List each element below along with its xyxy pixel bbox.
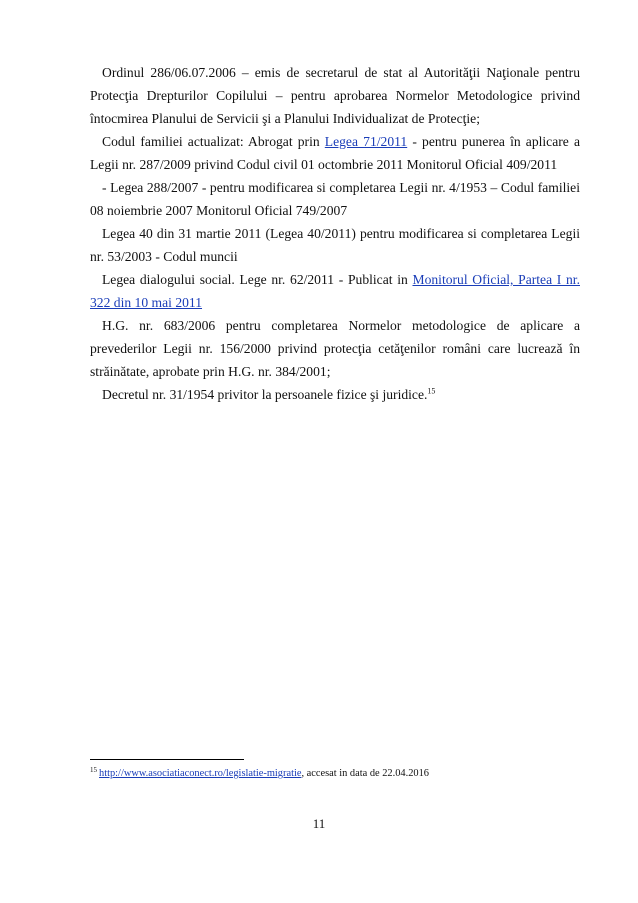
footnote-text: , accesat in data de 22.04.2016 — [301, 768, 429, 779]
paragraph-text: Codul familiei actualizat: Abrogat prin — [102, 134, 325, 149]
reference-link[interactable]: Legea 71/2011 — [324, 134, 408, 149]
paragraph — [90, 176, 580, 222]
footnote-separator — [90, 759, 244, 760]
paragraph-text: Decretul nr. 31/1954 privitor la persoanele fizice şi juridice. — [102, 387, 428, 402]
reference-link[interactable]: Monitorul Oficial, Partea I nr. 322 din 10 mai 2011 — [90, 272, 580, 310]
footnote-number: 15 — [90, 765, 97, 774]
body-text — [90, 61, 580, 406]
footnote-reference[interactable]: 15 — [427, 386, 436, 396]
paragraph — [90, 130, 580, 176]
paragraph-text: Legea 40 din 31 martie 2011 (Legea 40/2011) pentru modificarea si completarea Legii nr. 53/2003 - Codul muncii — [90, 226, 580, 264]
paragraph — [90, 222, 580, 268]
paragraph — [90, 61, 580, 130]
paragraph-text: Ordinul 286/06.07.2006 – emis de secretarul de stat al Autorităţii Naţionale pentru Protecţia Drepturilor Copilului – pentru aprobarea Normelor Metodologice privind întocmirea Planului de Servicii şi a Planului Individualizat de Protecţie; — [90, 65, 580, 126]
page-number: 11 — [312, 816, 326, 831]
paragraph — [90, 268, 580, 314]
paragraph-text: Legea dialogului social. Lege nr. 62/2011 - Publicat in — [102, 272, 413, 287]
paragraph-text: - pentru punerea în aplicare a Legii nr. 287/2009 privind Codul civil 01 octombrie 2011 Monitorul Oficial 409/2011 — [90, 134, 580, 172]
footnote — [90, 767, 590, 781]
paragraph — [90, 314, 580, 383]
paragraph — [90, 383, 580, 406]
paragraph-text: H.G. nr. 683/2006 pentru completarea Normelor metodologice de aplicare a prevederilor Legii nr. 156/2000 privind protecţia cetăţenilor români care lucrează în străinătate, aprobate prin H.G. nr. 384/2001; — [90, 318, 580, 379]
footnote-link[interactable]: http://www.asociatiaconect.ro/legislatie-migratie — [99, 768, 302, 779]
paragraph-text: - Legea 288/2007 - pentru modificarea si completarea Legii nr. 4/1953 – Codul familiei 08 noiembrie 2007 Monitorul Oficial 749/2007 — [90, 180, 580, 218]
